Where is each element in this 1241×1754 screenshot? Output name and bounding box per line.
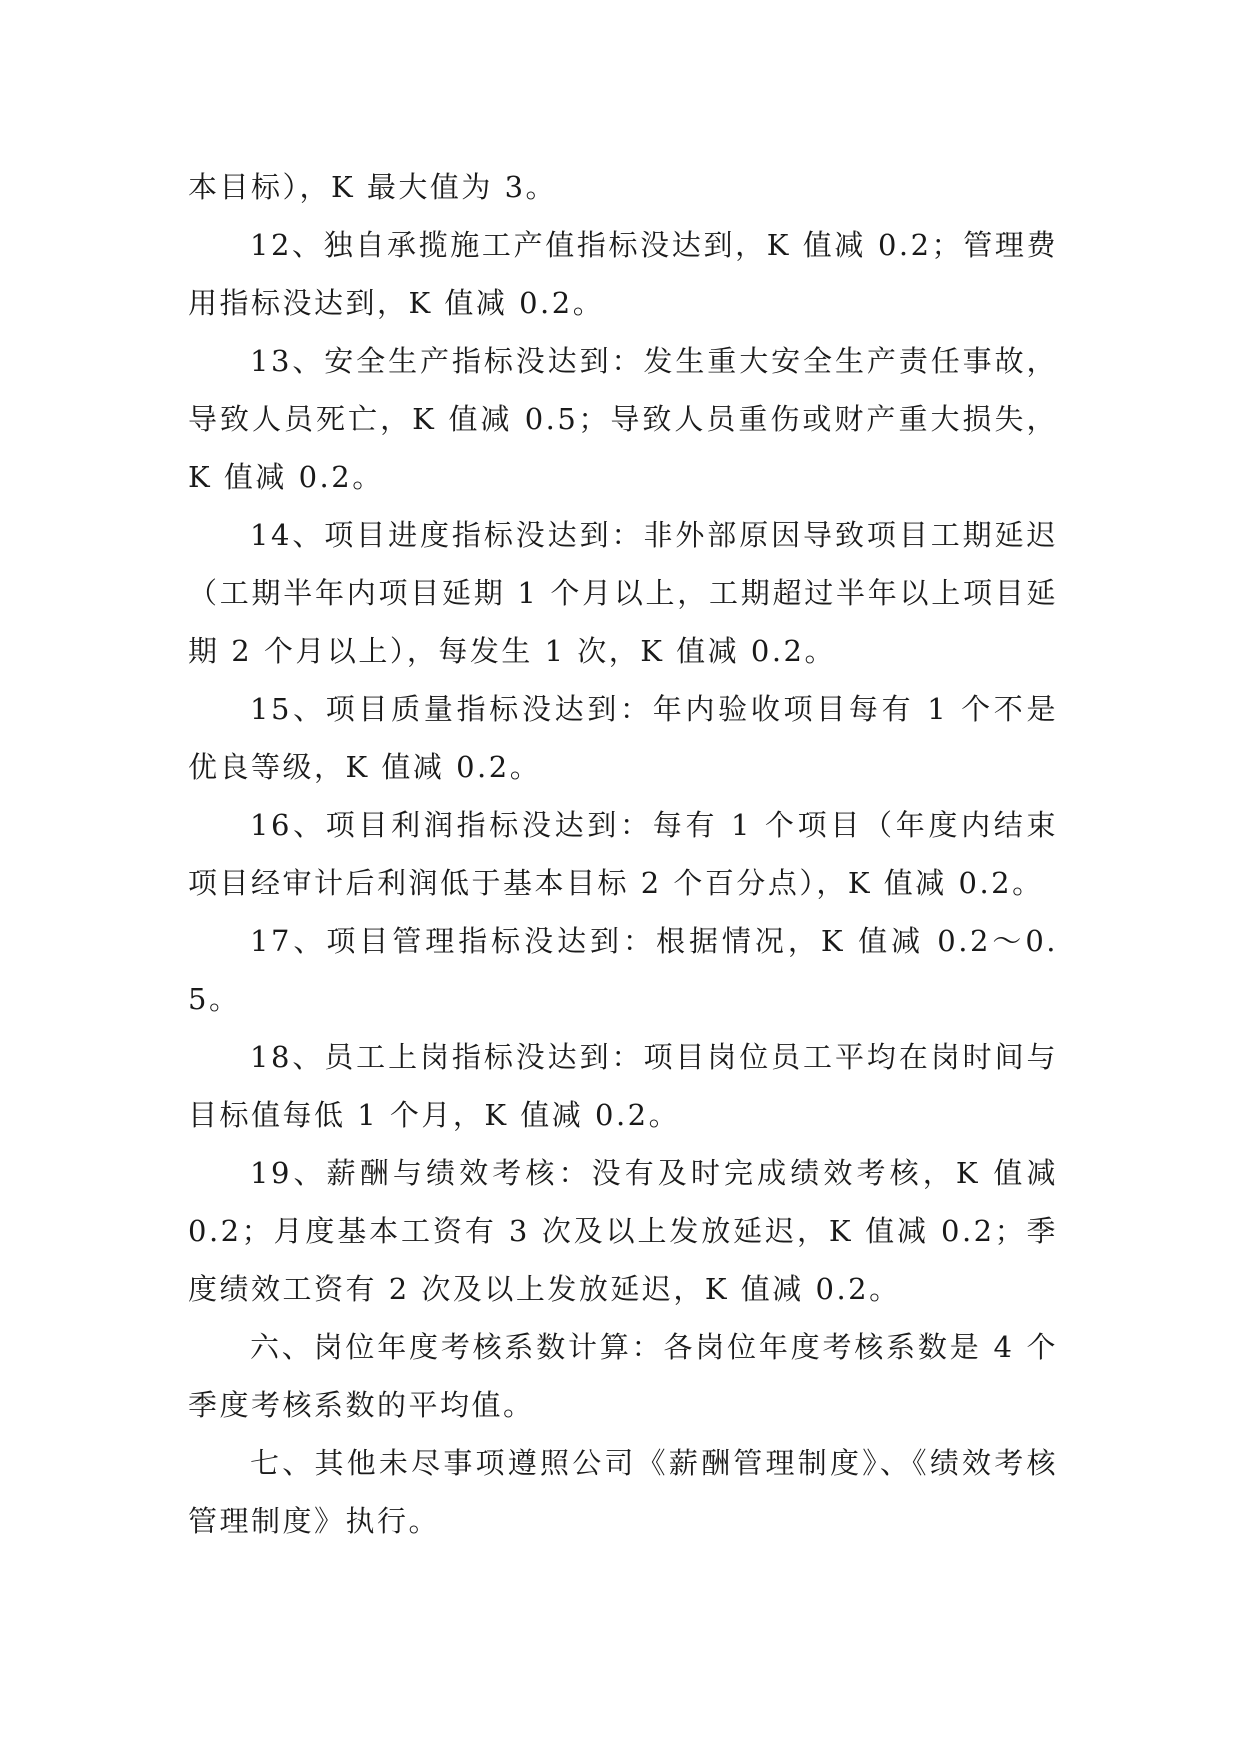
paragraph-item-18: 18、员工上岗指标没达到：项目岗位员工平均在岗时间与目标值每低 1 个月，K 值减 0.2。: [188, 1040, 1058, 1132]
paragraph-item-19: 19、薪酬与绩效考核：没有及时完成绩效考核，K 值减 0.2；月度基本工资有 3 次及以上发放延迟，K 值减 0.2；季度绩效工资有 2 次及以上发放延迟，K 值减 0.2。: [188, 1156, 1058, 1306]
paragraph-item-14: 14、项目进度指标没达到：非外部原因导致项目工期延迟（工期半年内项目延期 1 个月以上，工期超过半年以上项目延期 2 个月以上），每发生 1 次，K 值减 0.2。: [188, 518, 1058, 668]
paragraph-item-12: 12、独自承揽施工产值指标没达到，K 值减 0.2；管理费用指标没达到，K 值减 0.2。: [188, 228, 1058, 320]
paragraph-item-13: 13、安全生产指标没达到：发生重大安全生产责任事故，导致人员死亡，K 值减 0.5；导致人员重伤或财产重大损失，K 值减 0.2。: [188, 344, 1058, 494]
paragraph-item-17: 17、项目管理指标没达到：根据情况，K 值减 0.2～0.5。: [188, 924, 1058, 1016]
paragraph-continuation: 本目标），K 最大值为 3。: [188, 170, 558, 204]
paragraph-item-15: 15、项目质量指标没达到：年内验收项目每有 1 个不是优良等级，K 值减 0.2。: [188, 692, 1058, 784]
paragraph-section-7: 七、其他未尽事项遵照公司《薪酬管理制度》、《绩效考核管理制度》执行。: [188, 1446, 1058, 1538]
document-body: [188, 158, 1058, 1550]
paragraph-item-16: 16、项目利润指标没达到：每有 1 个项目（年度内结束项目经审计后利润低于基本目标 2 个百分点），K 值减 0.2。: [188, 808, 1058, 900]
paragraph-section-6: 六、岗位年度考核系数计算：各岗位年度考核系数是 4 个季度考核系数的平均值。: [188, 1330, 1058, 1422]
